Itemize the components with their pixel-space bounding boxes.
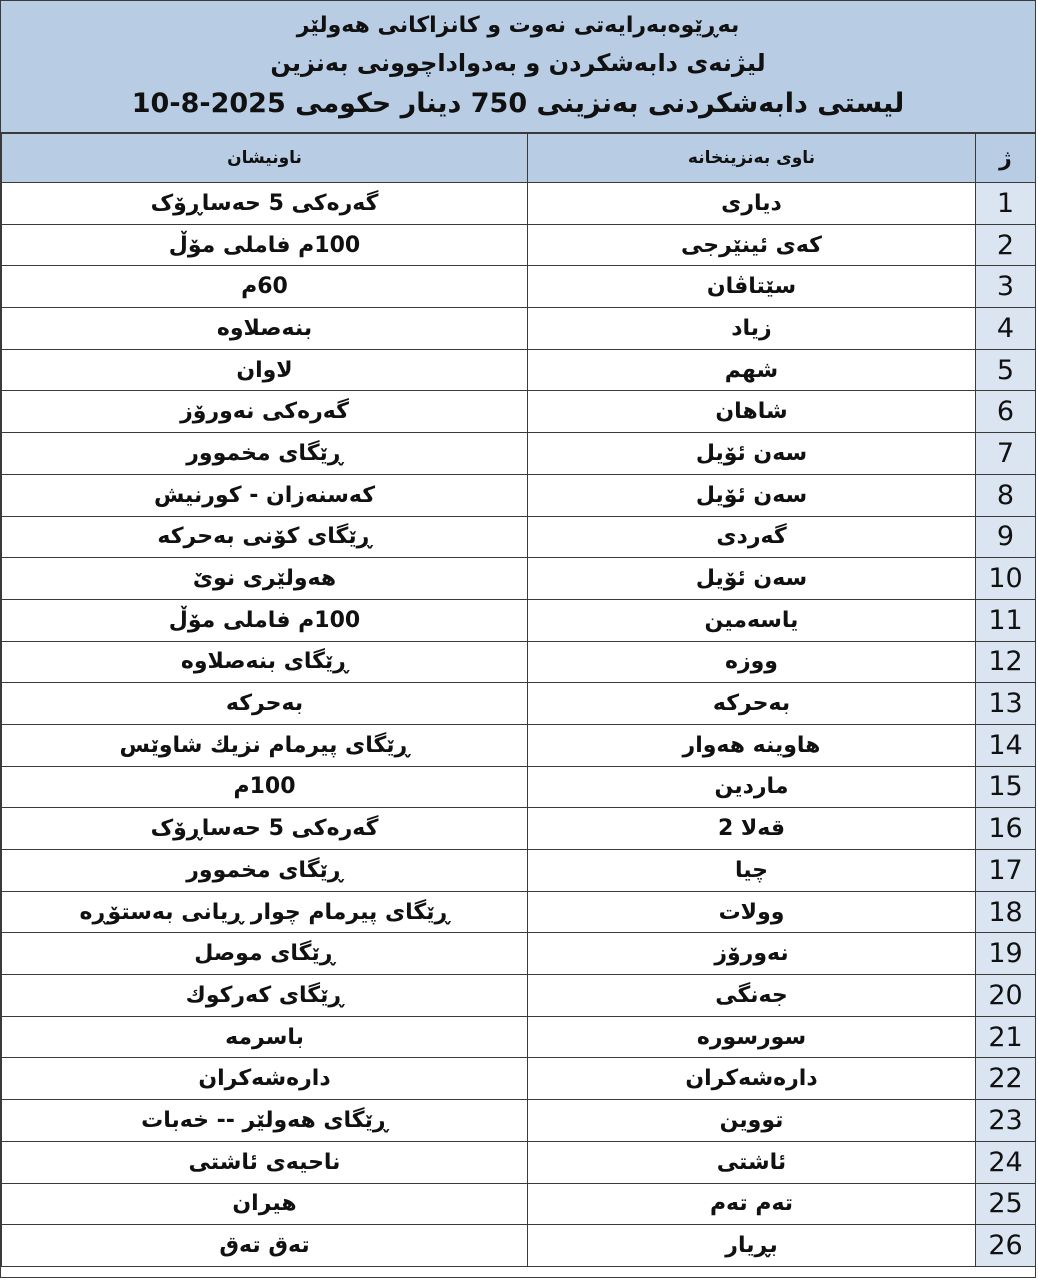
row-number-cell: 9 bbox=[976, 516, 1036, 558]
station-name-cell: تەم تەم bbox=[528, 1183, 976, 1225]
address-cell: دارەشەکران bbox=[2, 1058, 528, 1100]
row-number-cell: 21 bbox=[976, 1016, 1036, 1058]
table-row bbox=[2, 850, 1036, 892]
address-cell: کەسنەزان - کورنیش bbox=[2, 474, 528, 516]
table-row bbox=[2, 891, 1036, 933]
station-name-cell: تووین bbox=[528, 1100, 976, 1142]
table-row bbox=[2, 474, 1036, 516]
row-number-cell: 13 bbox=[976, 683, 1036, 725]
address-cell: ڕێگای هەولێر -- خەبات bbox=[2, 1100, 528, 1142]
row-number-cell: 24 bbox=[976, 1141, 1036, 1183]
row-number-cell: 18 bbox=[976, 891, 1036, 933]
row-number-cell: 2 bbox=[976, 224, 1036, 266]
table-row bbox=[2, 308, 1036, 350]
row-number-cell: 17 bbox=[976, 850, 1036, 892]
address-cell: ڕێگای مخموور bbox=[2, 850, 528, 892]
table-row bbox=[2, 766, 1036, 808]
table-row bbox=[2, 641, 1036, 683]
table-row bbox=[2, 808, 1036, 850]
address-cell: ڕێگای بنەصلاوە bbox=[2, 641, 528, 683]
table-row bbox=[2, 1141, 1036, 1183]
address-cell: 60م bbox=[2, 266, 528, 308]
address-cell: ڕێگای موصل bbox=[2, 933, 528, 975]
table-row bbox=[2, 558, 1036, 600]
station-name-cell: یاسەمین bbox=[528, 599, 976, 641]
row-number-cell: 10 bbox=[976, 558, 1036, 600]
station-name-cell: سەن ئۆیل bbox=[528, 433, 976, 475]
document-header bbox=[1, 1, 1035, 133]
address-cell: تەق تەق bbox=[2, 1225, 528, 1267]
table-row bbox=[2, 933, 1036, 975]
station-name-cell: سێتاڤان bbox=[528, 266, 976, 308]
station-name-cell: وولات bbox=[528, 891, 976, 933]
station-name-cell: ماردین bbox=[528, 766, 976, 808]
address-cell: ڕێگای مخموور bbox=[2, 433, 528, 475]
address-cell: باسرمە bbox=[2, 1016, 528, 1058]
table-row bbox=[2, 183, 1036, 225]
address-cell: لاوان bbox=[2, 349, 528, 391]
table-row bbox=[2, 1016, 1036, 1058]
column-header-number: ژ bbox=[976, 134, 1036, 183]
station-name-cell: قەلا 2 bbox=[528, 808, 976, 850]
address-cell: ناحیەی ئاشتی bbox=[2, 1141, 528, 1183]
station-name-cell: شهم bbox=[528, 349, 976, 391]
table-body bbox=[2, 183, 1036, 1267]
row-number-cell: 15 bbox=[976, 766, 1036, 808]
table-row bbox=[2, 1100, 1036, 1142]
row-number-cell: 25 bbox=[976, 1183, 1036, 1225]
address-cell: گەرەکی 5 حەساڕۆک bbox=[2, 808, 528, 850]
address-cell: ڕێگای پیرمام چوار ڕیانی بەستۆڕە bbox=[2, 891, 528, 933]
row-number-cell: 12 bbox=[976, 641, 1036, 683]
row-number-cell: 6 bbox=[976, 391, 1036, 433]
station-name-cell: کەی ئینێرجی bbox=[528, 224, 976, 266]
address-cell: بەحرکە bbox=[2, 683, 528, 725]
row-number-cell: 11 bbox=[976, 599, 1036, 641]
table-row bbox=[2, 683, 1036, 725]
table-row bbox=[2, 391, 1036, 433]
column-header-address: ناونیشان bbox=[2, 134, 528, 183]
row-number-cell: 19 bbox=[976, 933, 1036, 975]
row-number-cell: 20 bbox=[976, 975, 1036, 1017]
table-row bbox=[2, 266, 1036, 308]
station-name-cell: شاهان bbox=[528, 391, 976, 433]
header-committee: لیژنەی دابەشکردن و بەدواداچوونی بەنزین bbox=[270, 48, 766, 77]
address-cell: گەرەکی 5 حەساڕۆک bbox=[2, 183, 528, 225]
table-row bbox=[2, 433, 1036, 475]
header-directorate: بەڕێوەبەرایەتی نەوت و کانزاکانی هەولێر bbox=[296, 12, 740, 38]
stations-table bbox=[1, 133, 1036, 1267]
station-name-cell: زیاد bbox=[528, 308, 976, 350]
station-name-cell: سورسورە bbox=[528, 1016, 976, 1058]
station-name-cell: گەردی bbox=[528, 516, 976, 558]
table-header-row bbox=[2, 134, 1036, 183]
address-cell: ڕێگای کۆنی بەحرکە bbox=[2, 516, 528, 558]
row-number-cell: 16 bbox=[976, 808, 1036, 850]
station-name-cell: دیاری bbox=[528, 183, 976, 225]
table-row bbox=[2, 224, 1036, 266]
station-name-cell: ئاشتی bbox=[528, 1141, 976, 1183]
address-cell: ڕێگای پیرمام نزیك شاوێس bbox=[2, 724, 528, 766]
table-row bbox=[2, 975, 1036, 1017]
row-number-cell: 8 bbox=[976, 474, 1036, 516]
row-number-cell: 7 bbox=[976, 433, 1036, 475]
row-number-cell: 1 bbox=[976, 183, 1036, 225]
table-row bbox=[2, 724, 1036, 766]
address-cell: ڕێگای کەرکوك bbox=[2, 975, 528, 1017]
table-row bbox=[2, 349, 1036, 391]
row-number-cell: 5 bbox=[976, 349, 1036, 391]
station-name-cell: جەنگی bbox=[528, 975, 976, 1017]
header-list-title: لیستی دابەشکردنی بەنزینی 750 دینار حکومی 2025-8-10 bbox=[131, 87, 905, 119]
table-row bbox=[2, 1225, 1036, 1267]
address-cell: هەولێری نوێ bbox=[2, 558, 528, 600]
row-number-cell: 23 bbox=[976, 1100, 1036, 1142]
address-cell: هیران bbox=[2, 1183, 528, 1225]
address-cell: 100م bbox=[2, 766, 528, 808]
station-name-cell: دارەشەکران bbox=[528, 1058, 976, 1100]
station-name-cell: ووزە bbox=[528, 641, 976, 683]
station-name-cell: بڕیار bbox=[528, 1225, 976, 1267]
column-header-station: ناوی بەنزینخانە bbox=[528, 134, 976, 183]
table-row bbox=[2, 1058, 1036, 1100]
station-name-cell: چیا bbox=[528, 850, 976, 892]
row-number-cell: 26 bbox=[976, 1225, 1036, 1267]
address-cell: بنەصلاوە bbox=[2, 308, 528, 350]
station-name-cell: سەن ئۆیل bbox=[528, 558, 976, 600]
address-cell: 100م فاملی مۆڵ bbox=[2, 599, 528, 641]
row-number-cell: 3 bbox=[976, 266, 1036, 308]
row-number-cell: 14 bbox=[976, 724, 1036, 766]
station-name-cell: سەن ئۆیل bbox=[528, 474, 976, 516]
address-cell: 100م فاملی مۆڵ bbox=[2, 224, 528, 266]
table-row bbox=[2, 599, 1036, 641]
station-name-cell: نەورۆز bbox=[528, 933, 976, 975]
table-row bbox=[2, 516, 1036, 558]
row-number-cell: 4 bbox=[976, 308, 1036, 350]
table-row bbox=[2, 1183, 1036, 1225]
station-name-cell: بەحرکە bbox=[528, 683, 976, 725]
row-number-cell: 22 bbox=[976, 1058, 1036, 1100]
address-cell: گەرەکی نەورۆز bbox=[2, 391, 528, 433]
station-name-cell: هاوینە هەوار bbox=[528, 724, 976, 766]
